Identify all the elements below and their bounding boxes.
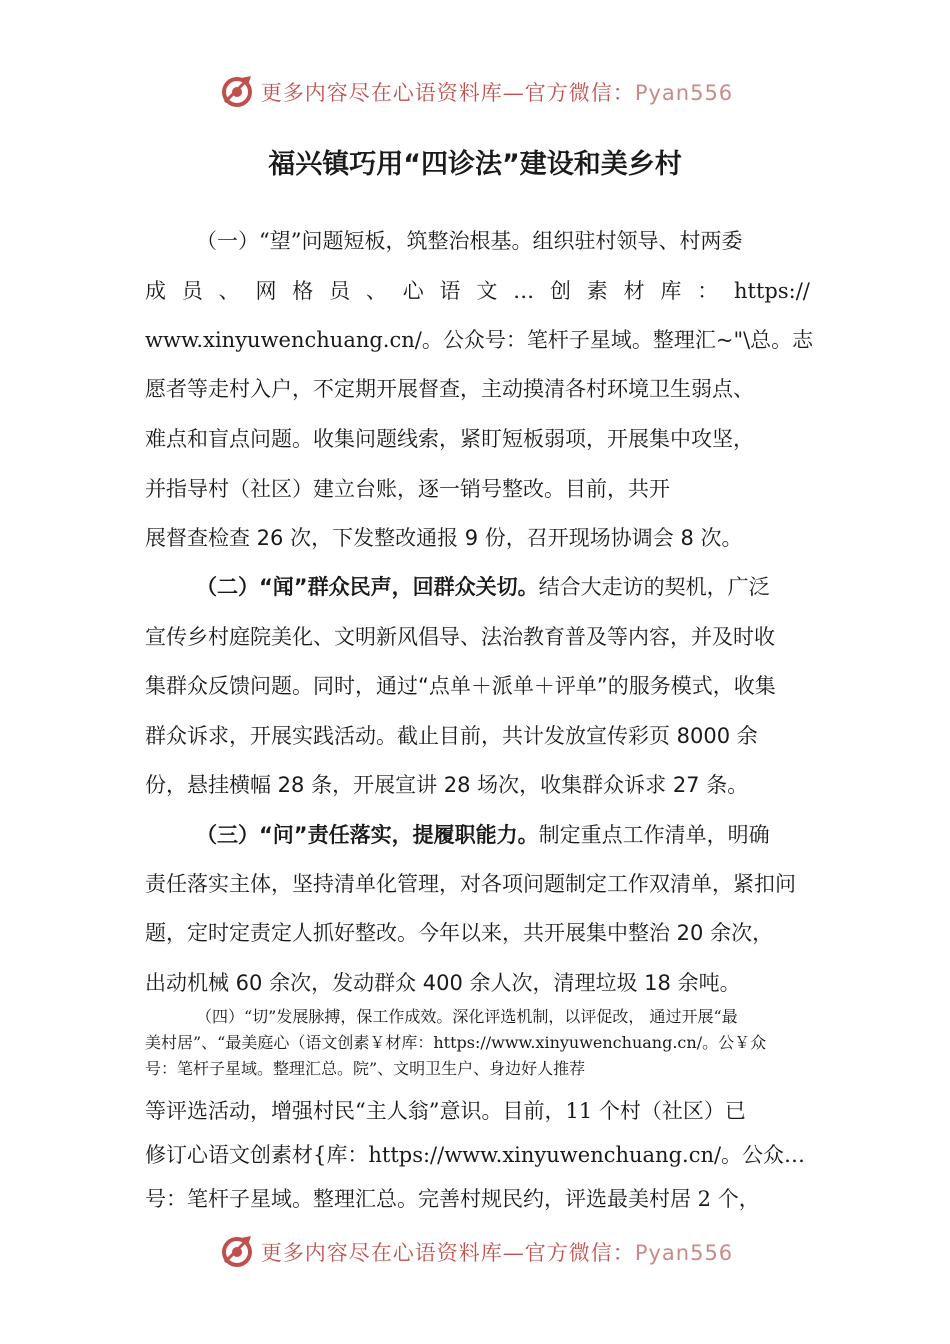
header-watermark: [0, 70, 950, 114]
s1-line-3: www.xinyuwenchuang.cn/。公众号：笔杆子星域。整理汇~"\总。志: [145, 328, 814, 352]
s4-line-3: 号：笔杆子星域。整理汇总。完善村规民约，评选最美村居 2 个，: [145, 1187, 760, 1211]
char: 格: [292, 279, 314, 303]
s4-small-3: 号：笔杆子星域。整理汇总。院”、文明卫生户、身边好人推荐: [145, 1059, 586, 1078]
s4-small-1: （四）“切”发展脉搏，保工作成效。深化评选机制，以评促改， 通过开展“最: [196, 1007, 738, 1026]
char: 心: [402, 279, 424, 303]
char: 文: [476, 279, 498, 303]
s2-line-3: 集群众反馈问题。同时，通过“点单＋派单＋评单”的服务模式，收集: [145, 674, 776, 698]
char: 、: [218, 279, 240, 303]
char: 成: [145, 279, 166, 303]
char: …: [513, 279, 535, 303]
s3-line-1: [196, 820, 770, 850]
char: 员: [181, 279, 203, 303]
char: 、: [365, 279, 387, 303]
char: 库: [660, 279, 682, 303]
document-title: 福兴镇巧用“四诊法”建设和美乡村: [268, 149, 682, 180]
s3-line-1-rest: 制定重点工作清单，明确: [538, 823, 770, 847]
s1-line-6: 并指导村（社区）建立台账，逐一销号整改。目前，共开: [145, 477, 670, 501]
s2-line-4: 群众诉求，开展实践活动。截止目前，共计发放宣传彩页 8000 余: [145, 724, 758, 748]
wechat-id: Pyan556: [634, 1241, 734, 1265]
s1-line-7: 展督查检查 26 次，下发整改通报 9 份，召开现场协调会 8 次。: [145, 526, 743, 550]
s2-line-1-rest: 结合大走访的契机，广泛: [538, 575, 770, 599]
char: 语: [439, 279, 461, 303]
s2-line-1: [196, 572, 770, 602]
char: ：: [697, 279, 719, 303]
watermark-label: 更多内容尽在心语资料库—官方微信：: [260, 1241, 635, 1265]
s2-line-5: 份，悬挂横幅 28 条，开展宣讲 28 场次，收集群众诉求 27 条。: [145, 773, 749, 797]
s4-line-2: 修订心语文创素材{库：https://www.xinyuwenchuang.cn/。公众…: [145, 1143, 806, 1167]
logo-icon: [217, 1232, 257, 1272]
s2-heading: （二）“闻”群众民声，回群众关切。: [196, 575, 539, 599]
s3-line-3: 题，定时定责定人抓好整改。今年以来，共开展集中整治 20 余次，: [145, 921, 774, 945]
logo-icon: [217, 72, 257, 112]
s2-line-2: 宣传乡村庭院美化、文明新风倡导、法治教育普及等内容，并及时收: [145, 625, 775, 649]
char: 员: [329, 279, 351, 303]
watermark-text: [261, 77, 733, 107]
s3-line-2: 责任落实主体，坚持清单化管理，对各项问题制定工作双清单，紧扣问: [145, 872, 796, 896]
char: 素: [586, 279, 608, 303]
char: https://: [734, 279, 810, 303]
s4-line-1: 等评选活动，增强村民“主人翁”意识。目前，11 个村（社区）已: [145, 1099, 746, 1123]
char: 创: [549, 279, 571, 303]
s1-line-2: [145, 276, 810, 306]
s3-heading: （三）“问”责任落实，提履职能力。: [196, 823, 539, 847]
watermark-label: 更多内容尽在心语资料库—官方微信：: [260, 81, 635, 105]
wechat-id: Pyan556: [634, 81, 734, 105]
s1-line-4: 愿者等走村入户，不定期开展督查，主动摸清各村环境卫生弱点、: [145, 377, 754, 401]
s1-line-1: （一）“望”问题短板，筑整治根基。组织驻村领导、村两委: [196, 229, 743, 253]
char: 网: [255, 279, 277, 303]
footer-watermark: [0, 1230, 950, 1274]
watermark-text: [261, 1237, 733, 1267]
s4-small-2: 美村居”、“最美庭心（语文创素￥材库：https://www.xinyuwenchuang.cn/。公￥众: [145, 1033, 767, 1052]
s3-line-4: 出动机械 60 余次，发动群众 400 余人次，清理垃圾 18 余吨。: [145, 971, 741, 995]
s1-line-5: 难点和盲点问题。收集问题线索，紧盯短板弱项，开展集中攻坚，: [145, 427, 754, 451]
char: 材: [623, 279, 645, 303]
